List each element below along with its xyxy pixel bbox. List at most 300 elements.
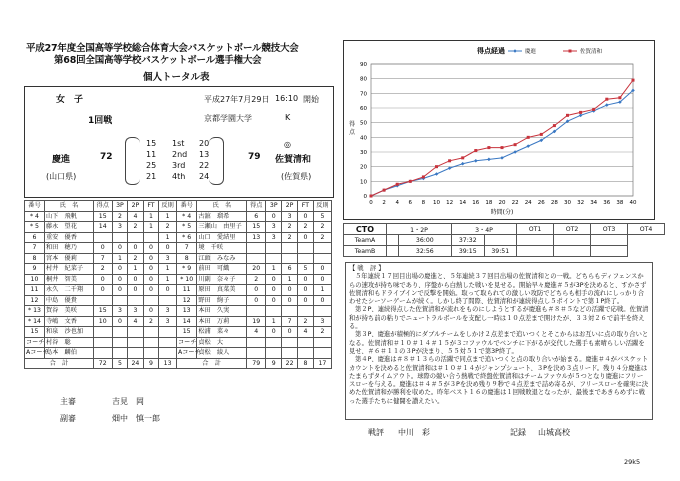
cto-header: OT4 bbox=[628, 224, 665, 235]
data-point bbox=[435, 172, 439, 176]
start-label: 開始 bbox=[303, 95, 319, 104]
player-stat: 19 bbox=[247, 316, 266, 327]
coach-name: 貞松 大 bbox=[197, 337, 247, 348]
player-stat: 1 bbox=[159, 232, 177, 243]
away-team: 佐賀清和 bbox=[275, 155, 312, 165]
player-stat bbox=[112, 295, 128, 306]
player-stat bbox=[247, 243, 266, 254]
player-name: 野田 絢子 bbox=[197, 295, 247, 306]
data-point bbox=[579, 114, 583, 118]
player-stat bbox=[143, 232, 159, 243]
player-stat: 0 bbox=[282, 295, 298, 306]
player-stat bbox=[128, 327, 144, 338]
header-2: 得点 bbox=[247, 201, 266, 212]
player-stat: 2 bbox=[112, 211, 128, 222]
commentary-paragraph: 第４P、慶進は＃８＃１３らの活躍で同点まで追いつくと点の取り合いが始まる。慶進＃４がバスケットカウントを決めると佐賀清和は＃１０＃１４がジャンプシュート、３Pを決め３点リード。残り４分慶進はたまらずタイムアウト。球際の競い合う熱戦で終盤佐賀清和はチームファウルが５つとなり慶進にフリースローを与える。慶進は＃４＃５が３Pを決め残り９秒で４点差まで詰め寄るが、フリースローを確実に決めた佐賀清和が勝利を収めた。昨年ベスト１６の慶進は１回戦敗退となったが、最後まであきらめずに戦った選手たちに健闘を讃えたい。 bbox=[349, 356, 649, 405]
player-stat: 0 bbox=[298, 232, 314, 243]
time: 16:10 bbox=[275, 94, 299, 103]
coach-name: 村谷 聡 bbox=[44, 337, 93, 348]
player-number: * 9 bbox=[177, 264, 197, 275]
player-stat: 1 bbox=[112, 253, 128, 264]
empty-cell bbox=[313, 337, 331, 348]
home-team: 慶進 bbox=[52, 155, 71, 165]
commentary-paragraph: 第３P、慶進が積極的にダブルチームをしかけ２点差まで追いつくとそこからはお互いに点の取り合いとなる。佐賀清和＃１０＃１４＃１５が３コファウルでベンチに下がるが交代した選手も素晴らしい活躍を見せ、＃６＃１１の３Pが決まり、５５対５１で第3P終了。 bbox=[349, 331, 649, 355]
player-stat: 1 bbox=[159, 264, 177, 275]
period-label-3: 3rd bbox=[172, 161, 186, 170]
empty-cell bbox=[298, 348, 314, 359]
player-number: 8 bbox=[177, 253, 197, 264]
x-axis-label: 時間(分) bbox=[490, 209, 514, 216]
player-stat: 2 bbox=[247, 274, 266, 285]
player-stat: 0 bbox=[298, 274, 314, 285]
player-stat: 0 bbox=[266, 274, 282, 285]
player-stat: 1 bbox=[282, 274, 298, 285]
player-name: 本田 万莉 bbox=[197, 316, 247, 327]
player-stat: 3 bbox=[128, 306, 144, 317]
player-stat: 20 bbox=[247, 264, 266, 275]
empty-cell bbox=[282, 337, 298, 348]
x-tick-label: 16 bbox=[472, 200, 480, 206]
empty-cell bbox=[93, 348, 112, 359]
player-number: 12 bbox=[177, 295, 197, 306]
player-stat bbox=[93, 295, 112, 306]
cto-cell: TeamA bbox=[344, 235, 387, 246]
header-6: 反則 bbox=[159, 201, 177, 212]
player-stat: 0 bbox=[128, 274, 144, 285]
chart-title: 得点経過 bbox=[477, 47, 505, 55]
player-row bbox=[177, 316, 332, 327]
header-4: 2P bbox=[282, 201, 298, 212]
player-stat: 4 bbox=[128, 316, 144, 327]
player-stat: 3 bbox=[159, 253, 177, 264]
home-pref: (山口県) bbox=[46, 172, 77, 181]
period-label-4: 4th bbox=[172, 172, 186, 181]
away-stats-table bbox=[176, 200, 332, 369]
data-point bbox=[618, 96, 621, 99]
data-point bbox=[461, 162, 465, 166]
header-5: FT bbox=[143, 201, 159, 212]
empty-cell bbox=[112, 337, 128, 348]
x-tick-label: 38 bbox=[616, 200, 624, 206]
data-point bbox=[605, 98, 608, 101]
player-row bbox=[25, 253, 177, 264]
player-stat: 2 bbox=[282, 222, 298, 233]
home-stats-table bbox=[24, 200, 177, 369]
player-stat: 2 bbox=[298, 222, 314, 233]
player-name: 和田 穂乃 bbox=[44, 243, 93, 254]
header-5: FT bbox=[298, 201, 314, 212]
data-point bbox=[527, 136, 530, 139]
player-stat: 0 bbox=[313, 264, 331, 275]
player-row bbox=[25, 295, 177, 306]
header-1: 氏 名 bbox=[44, 201, 93, 212]
x-tick-label: 4 bbox=[395, 200, 399, 206]
player-stat: 0 bbox=[112, 316, 128, 327]
player-stat: 0 bbox=[159, 285, 177, 296]
player-row bbox=[177, 327, 332, 338]
data-point bbox=[513, 150, 517, 154]
player-stat: 0 bbox=[282, 285, 298, 296]
period-home-4: 21 bbox=[146, 172, 157, 181]
y-tick-label: 80 bbox=[360, 76, 367, 83]
player-row bbox=[25, 264, 177, 275]
header-2: 得点 bbox=[93, 201, 112, 212]
header-0: 番号 bbox=[25, 201, 45, 212]
player-name: 重安 優香 bbox=[44, 232, 93, 243]
total-stat: 5 bbox=[112, 358, 128, 369]
player-row bbox=[177, 211, 332, 222]
away-pref: (佐賀県) bbox=[281, 172, 312, 181]
cto-cell: 39:51 bbox=[484, 246, 517, 257]
cto-cell bbox=[591, 235, 628, 246]
player-stat: 0 bbox=[93, 274, 112, 285]
home-total: 72 bbox=[100, 152, 113, 162]
commentary-paragraph: ５年連続１７回目出場の慶進と、５年連続３７回目出場の佐賀清和との一戦。どちらもディフェンスからの速攻が持ち味であり、序盤から白熱した戦いを見せる。開始早々慶進＃５が3Pを決めると、すかさず佐賀清和もドライブインで反撃を開始。取って取られての激しい攻防でどちらも相手の流れにしっかり合わせたシーソーゲームが続く。しかし終了間際、佐賀清和が連続得点し５ポイントで第１P終了。 bbox=[349, 273, 647, 306]
player-stat: 6 bbox=[282, 264, 298, 275]
period-bracket-left bbox=[125, 137, 140, 185]
player-stat bbox=[313, 306, 331, 317]
legend-label: 佐賀清和 bbox=[580, 49, 603, 55]
data-point bbox=[487, 158, 491, 162]
player-number: 15 bbox=[177, 327, 197, 338]
legend-marker bbox=[569, 50, 572, 53]
x-tick-label: 18 bbox=[485, 200, 493, 206]
player-stat: 0 bbox=[143, 253, 159, 264]
acoach-name: 島本 麟伯 bbox=[44, 348, 93, 359]
player-stat: 0 bbox=[313, 274, 331, 285]
player-row bbox=[25, 211, 177, 222]
period-label-1: 1st bbox=[172, 139, 185, 148]
player-stat bbox=[313, 243, 331, 254]
period-away-4: 24 bbox=[199, 172, 210, 181]
player-stat bbox=[266, 253, 282, 264]
data-point bbox=[632, 79, 635, 82]
period-home-2: 11 bbox=[146, 150, 157, 159]
cto-cell bbox=[554, 235, 591, 246]
player-name: 和泉 沙也加 bbox=[44, 327, 93, 338]
court: K bbox=[285, 113, 291, 122]
legend-label: 慶進 bbox=[525, 49, 537, 55]
player-row bbox=[25, 327, 177, 338]
player-stat: 1 bbox=[128, 264, 144, 275]
player-number: 14 bbox=[177, 316, 197, 327]
y-tick-label: 40 bbox=[360, 135, 367, 142]
header-4: 2P bbox=[128, 201, 144, 212]
cto-cell bbox=[517, 246, 554, 257]
empty-cell bbox=[159, 348, 177, 359]
player-number: * 6 bbox=[177, 232, 197, 243]
player-stat: 2 bbox=[313, 327, 331, 338]
data-point bbox=[422, 175, 425, 178]
period-home-3: 25 bbox=[146, 161, 157, 170]
player-stat: 14 bbox=[93, 222, 112, 233]
player-stat: 0 bbox=[266, 285, 282, 296]
player-stat: 0 bbox=[112, 243, 128, 254]
player-stat bbox=[93, 232, 112, 243]
player-number: 9 bbox=[25, 264, 45, 275]
player-row bbox=[177, 274, 332, 285]
player-row bbox=[177, 232, 332, 243]
y-tick-label: 60 bbox=[360, 106, 367, 112]
data-point bbox=[500, 156, 504, 160]
period-away-3: 22 bbox=[199, 161, 210, 170]
y-tick-label: 0 bbox=[363, 194, 367, 200]
x-tick-label: 32 bbox=[577, 200, 585, 206]
player-name: 山下 飛帆 bbox=[44, 211, 93, 222]
away-total: 79 bbox=[248, 152, 261, 162]
player-number: 15 bbox=[25, 327, 45, 338]
player-number: 12 bbox=[25, 295, 45, 306]
empty-cell bbox=[266, 337, 282, 348]
x-tick-label: 10 bbox=[433, 200, 440, 206]
player-stat bbox=[112, 327, 128, 338]
total-stat: 72 bbox=[93, 358, 112, 369]
data-point bbox=[526, 144, 530, 148]
player-stat: 0 bbox=[128, 285, 144, 296]
player-number: 10 bbox=[25, 274, 45, 285]
player-stat: 1 bbox=[159, 211, 177, 222]
x-tick-label: 14 bbox=[459, 200, 467, 206]
player-stat: 0 bbox=[247, 295, 266, 306]
player-stat: 2 bbox=[143, 316, 159, 327]
player-stat: 1 bbox=[266, 316, 282, 327]
total-stat: 9 bbox=[143, 358, 159, 369]
x-tick-label: 30 bbox=[564, 200, 571, 206]
player-number: * 13 bbox=[25, 306, 45, 317]
x-tick-label: 6 bbox=[408, 200, 413, 206]
header-1: 氏 名 bbox=[197, 201, 247, 212]
player-stat: 0 bbox=[112, 264, 128, 275]
cto-cell bbox=[484, 235, 517, 246]
subtitle: 個人トータル表 bbox=[143, 72, 210, 83]
player-row bbox=[25, 316, 177, 327]
cto-header: OT3 bbox=[591, 224, 628, 235]
writer-name: 中川 彩 bbox=[398, 428, 430, 437]
player-stat: 3 bbox=[112, 306, 128, 317]
player-stat: 2 bbox=[298, 316, 314, 327]
player-row bbox=[25, 285, 177, 296]
player-stat bbox=[93, 327, 112, 338]
period-away-1: 20 bbox=[199, 139, 210, 148]
player-stat: 0 bbox=[112, 285, 128, 296]
header-0: 番号 bbox=[177, 201, 197, 212]
player-stat: 0 bbox=[266, 327, 282, 338]
x-tick-label: 40 bbox=[629, 200, 637, 206]
cto-cell bbox=[591, 246, 628, 257]
total-stat: 22 bbox=[282, 358, 298, 369]
player-stat: 1 bbox=[313, 285, 331, 296]
total-stat: 79 bbox=[247, 358, 266, 369]
x-tick-label: 2 bbox=[382, 200, 386, 206]
player-stat: 0 bbox=[128, 243, 144, 254]
player-name: 山口 愛結里 bbox=[197, 232, 247, 243]
player-stat: 0 bbox=[112, 274, 128, 285]
player-stat: 5 bbox=[313, 211, 331, 222]
player-stat bbox=[282, 243, 298, 254]
player-stat: 1 bbox=[143, 222, 159, 233]
x-tick-label: 0 bbox=[369, 200, 373, 206]
cto-cell: 37:32 bbox=[452, 235, 485, 246]
player-name: 江頭 みなみ bbox=[197, 253, 247, 264]
player-stat: 0 bbox=[313, 295, 331, 306]
player-stat bbox=[143, 295, 159, 306]
player-stat bbox=[282, 306, 298, 317]
data-point bbox=[487, 146, 490, 149]
player-row bbox=[25, 306, 177, 317]
player-stat: 1 bbox=[159, 274, 177, 285]
acoach-label: Aコーチ bbox=[26, 349, 49, 357]
player-stat bbox=[313, 253, 331, 264]
player-stat: 13 bbox=[247, 232, 266, 243]
player-name: 藤永 望花 bbox=[44, 222, 93, 233]
player-stat: 2 bbox=[282, 232, 298, 243]
player-stat: 0 bbox=[143, 243, 159, 254]
empty-cell bbox=[143, 337, 159, 348]
title-line2: 第68回全国高等学校バスケットボール選手権大会 bbox=[54, 55, 262, 66]
y-tick-label: 70 bbox=[360, 91, 367, 98]
period-home-1: 15 bbox=[146, 139, 157, 148]
player-stat: 2 bbox=[128, 253, 144, 264]
player-stat: 15 bbox=[247, 222, 266, 233]
player-number: * 5 bbox=[177, 222, 197, 233]
player-row bbox=[25, 232, 177, 243]
total-stat: 17 bbox=[313, 358, 331, 369]
player-name: 賀谷 美咲 bbox=[44, 306, 93, 317]
player-stat: 5 bbox=[298, 264, 314, 275]
player-name: 宮本 優莉 bbox=[44, 253, 93, 264]
acoach-name: 貞松 綾人 bbox=[197, 348, 247, 359]
y-tick-label: 30 bbox=[360, 150, 367, 156]
player-number: 8 bbox=[25, 253, 45, 264]
player-number: 11 bbox=[177, 285, 197, 296]
totals-label: 合 計 bbox=[177, 358, 247, 369]
player-stat bbox=[247, 253, 266, 264]
referee-name: 吉見 岡 bbox=[112, 397, 144, 406]
umpire-label: 副審 bbox=[60, 414, 76, 423]
player-stat bbox=[143, 327, 159, 338]
cto-header: OT2 bbox=[554, 224, 591, 235]
player-row bbox=[25, 274, 177, 285]
division: 女 子 bbox=[56, 95, 84, 105]
player-stat bbox=[298, 306, 314, 317]
cto-table bbox=[343, 223, 665, 257]
empty-cell bbox=[143, 348, 159, 359]
data-point bbox=[396, 183, 399, 186]
x-tick-label: 36 bbox=[603, 200, 611, 206]
player-stat: 0 bbox=[282, 327, 298, 338]
player-stat: 7 bbox=[93, 253, 112, 264]
data-point bbox=[435, 165, 438, 168]
writer-label: 戦評 bbox=[368, 428, 384, 437]
player-number: 6 bbox=[25, 232, 45, 243]
y-axis-label: 点 bbox=[348, 129, 356, 136]
header-6: 反則 bbox=[313, 201, 331, 212]
player-row bbox=[177, 253, 332, 264]
data-point bbox=[461, 156, 464, 159]
data-point bbox=[383, 189, 386, 192]
referee-label: 主審 bbox=[60, 397, 76, 406]
player-number: 11 bbox=[25, 285, 45, 296]
x-tick-label: 28 bbox=[550, 200, 558, 206]
header-3: 3P bbox=[112, 201, 128, 212]
player-stat: 6 bbox=[247, 211, 266, 222]
player-number: * 4 bbox=[177, 211, 197, 222]
round: 1回戦 bbox=[88, 116, 113, 126]
winner-mark: ◎ bbox=[284, 140, 291, 149]
empty-cell bbox=[282, 348, 298, 359]
game-commentary bbox=[345, 262, 653, 420]
player-stat: 4 bbox=[128, 211, 144, 222]
cto-cell bbox=[387, 246, 399, 257]
empty-cell bbox=[128, 337, 144, 348]
umpire-name: 畑中 慎一郎 bbox=[112, 414, 160, 423]
total-stat: 13 bbox=[159, 358, 177, 369]
venue: 京都学園大学 bbox=[204, 114, 252, 123]
x-tick-label: 8 bbox=[421, 200, 426, 206]
coach-label: コーチ bbox=[178, 338, 197, 346]
player-stat: 10 bbox=[93, 316, 112, 327]
total-stat: 9 bbox=[266, 358, 282, 369]
player-stat: 4 bbox=[247, 327, 266, 338]
player-stat: 3 bbox=[266, 222, 282, 233]
acoach-label: Aコーチ bbox=[178, 349, 201, 357]
coach-label: コーチ bbox=[26, 338, 45, 346]
player-name: 川副 奈々子 bbox=[197, 274, 247, 285]
player-row bbox=[25, 222, 177, 233]
data-point bbox=[409, 180, 412, 183]
player-name: 境 千咲 bbox=[197, 243, 247, 254]
player-stat bbox=[128, 232, 144, 243]
player-stat bbox=[128, 295, 144, 306]
cto-cell bbox=[554, 246, 591, 257]
player-name: 前田 可織 bbox=[197, 264, 247, 275]
player-stat: 0 bbox=[93, 285, 112, 296]
player-stat: 2 bbox=[159, 222, 177, 233]
player-row bbox=[177, 285, 332, 296]
player-stat: 0 bbox=[143, 264, 159, 275]
player-stat: 3 bbox=[112, 222, 128, 233]
player-name: 村井 紀菜子 bbox=[44, 264, 93, 275]
data-point bbox=[553, 124, 556, 127]
y-tick-label: 50 bbox=[360, 120, 367, 127]
x-tick-label: 26 bbox=[537, 200, 545, 206]
player-number: * 10 bbox=[177, 274, 197, 285]
data-point bbox=[605, 103, 609, 107]
player-stat bbox=[159, 295, 177, 306]
player-stat: 2 bbox=[313, 232, 331, 243]
data-point bbox=[566, 114, 569, 117]
cto-cell: 36:00 bbox=[398, 235, 451, 246]
player-number: * 14 bbox=[25, 316, 45, 327]
data-point bbox=[474, 159, 478, 163]
cto-header: 1・2P bbox=[387, 224, 452, 235]
data-point bbox=[579, 111, 582, 114]
player-number: 7 bbox=[25, 243, 45, 254]
player-stat: 0 bbox=[143, 274, 159, 285]
y-axis-label: 得 bbox=[348, 121, 356, 128]
data-point bbox=[370, 195, 373, 198]
header-3: 3P bbox=[266, 201, 282, 212]
period-bracket-right bbox=[209, 137, 224, 185]
player-stat: 0 bbox=[93, 243, 112, 254]
player-name: 永久 二千翔 bbox=[44, 285, 93, 296]
player-name: 古舘 瑠希 bbox=[197, 211, 247, 222]
player-stat: 0 bbox=[143, 306, 159, 317]
data-point bbox=[540, 133, 543, 136]
cto-cell: 32:56 bbox=[398, 246, 451, 257]
cto-cell bbox=[517, 235, 554, 246]
x-tick-label: 20 bbox=[498, 200, 506, 206]
